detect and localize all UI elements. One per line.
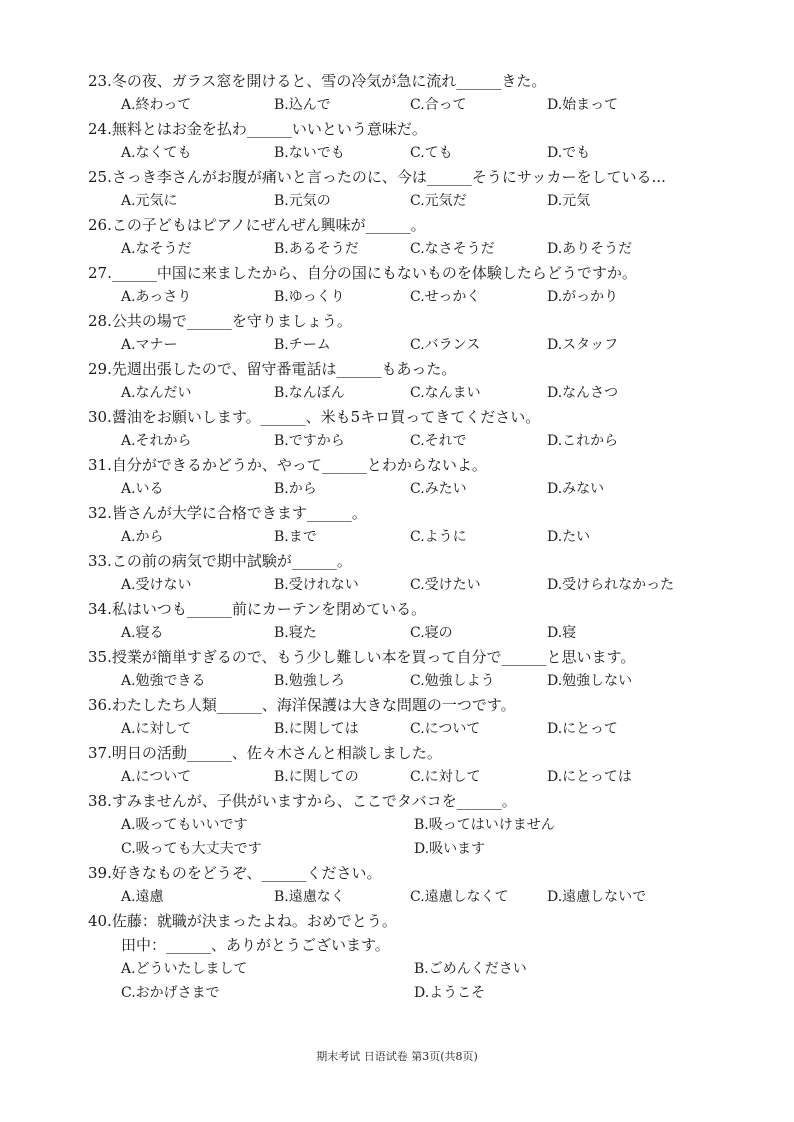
question-stem: 33.この前の病気で期中試験が______。	[88, 552, 352, 570]
question-block	[88, 261, 728, 309]
options-row	[88, 189, 728, 213]
answer-option: A.なそうだ	[121, 241, 192, 257]
answer-option: A.遠慮	[121, 889, 164, 905]
answer-option: A.終わって	[121, 97, 192, 113]
answer-option: D.吸います	[414, 841, 486, 857]
answer-option: A.から	[121, 529, 164, 545]
options-row	[88, 717, 728, 741]
answer-option: A.寝る	[121, 625, 164, 641]
answer-option: D.スタッフ	[547, 337, 619, 353]
question-block	[88, 357, 728, 405]
question-stem: 24.無料とはお金を払わ______いいという意味だ。	[88, 120, 427, 138]
answer-option: C.について	[410, 721, 481, 737]
options-row	[88, 813, 728, 837]
question-stem: 27.______中国に来ましたから、自分の国にもないものを体験したらどうですか。	[88, 264, 637, 282]
question-block	[88, 213, 728, 261]
answer-option: B.寝た	[274, 625, 317, 641]
answer-option: B.ゆっくり	[274, 289, 345, 305]
answer-option: C.ように	[410, 529, 467, 545]
question-block	[88, 789, 728, 861]
answer-option: C.合って	[410, 97, 467, 113]
question-stem: 36.わたしたち人類______、海洋保護は大きな問題の一つです。	[88, 696, 516, 714]
answer-option: A.あっさり	[121, 289, 192, 305]
options-row	[88, 381, 728, 405]
options-row	[88, 93, 728, 117]
question-list	[88, 69, 728, 1005]
answer-option: C.それで	[410, 433, 467, 449]
options-row	[88, 765, 728, 789]
answer-option: B.遠慮なく	[274, 889, 345, 905]
question-stem: 35.授業が簡単すぎるので、もう少し難しい本を買って自分で______と思います。	[88, 648, 636, 666]
page-footer: 期末考试 日语试卷 第3页(共8页)	[316, 1050, 478, 1063]
answer-option: D.たい	[547, 529, 591, 545]
answer-option: D.がっかり	[547, 289, 619, 305]
options-row	[88, 285, 728, 309]
answer-option: D.ようこそ	[414, 985, 486, 1001]
answer-option: C.せっかく	[410, 289, 481, 305]
options-row	[88, 885, 728, 909]
question-block	[88, 165, 728, 213]
answer-option: A.受けない	[121, 577, 192, 593]
answer-option: A.いる	[121, 481, 164, 497]
question-stem: 37.明日の活動______、佐々木さんと相談しました。	[88, 744, 442, 762]
question-stem: 32.皆さんが大学に合格できます______。	[88, 504, 367, 522]
question-stem: 39.好きなものをどうぞ、______ください。	[88, 864, 382, 882]
question-block	[88, 117, 728, 165]
answer-option: A.それから	[121, 433, 192, 449]
question-stem: 31.自分ができるかどうか、やって______とわからないよ。	[88, 456, 487, 474]
question-block	[88, 69, 728, 117]
answer-option: B.まで	[274, 529, 317, 545]
answer-option: D.元気	[547, 193, 591, 209]
answer-option: B.に関しての	[274, 769, 359, 785]
answer-option: C.みたい	[410, 481, 467, 497]
answer-option: D.寝	[547, 625, 577, 641]
question-stem: 29.先週出張したので、留守番電話は______もあった。	[88, 360, 457, 378]
answer-option: D.にとって	[547, 721, 618, 737]
answer-option: B.なんぼん	[274, 385, 345, 401]
options-row	[88, 669, 728, 693]
answer-option: B.込んで	[274, 97, 331, 113]
answer-option: D.受けられなかった	[547, 577, 675, 593]
question-stem: 25.さっき李さんがお腹が痛いと言ったのに、今は______そうにサッカーをしている...	[88, 168, 666, 186]
question-block	[88, 861, 728, 909]
answer-option: D.ありそうだ	[547, 241, 633, 257]
question-stem: 38.すみませんが、子供がいますから、ここでタバコを______。	[88, 792, 517, 810]
answer-option: B.に関しては	[274, 721, 359, 737]
answer-option: A.勉強できる	[121, 673, 206, 689]
answer-option: A.吸ってもいいです	[121, 817, 248, 833]
options-row	[88, 141, 728, 165]
question-stem: 26.この子どもはピアノにぜんぜん興味が______。	[88, 216, 426, 234]
question-stem: 40.佐藤：就職が決まったよね。おめでとう。	[88, 912, 397, 930]
options-row	[88, 477, 728, 501]
options-row	[88, 957, 728, 981]
answer-option: D.遠慮しないで	[547, 889, 647, 905]
question-block	[88, 405, 728, 453]
answer-option: C.バランス	[410, 337, 481, 353]
answer-option: C.に対して	[410, 769, 481, 785]
answer-option: C.なさそうだ	[410, 241, 495, 257]
answer-option: D.みない	[547, 481, 605, 497]
answer-option: A.なくても	[121, 145, 192, 161]
answer-option: B.ごめんください	[414, 961, 527, 977]
answer-option: C.遠慮しなくて	[410, 889, 509, 905]
answer-option: C.受けたい	[410, 577, 481, 593]
question-block	[88, 549, 728, 597]
answer-option: A.マナー	[121, 337, 178, 353]
answer-option: C.おかげさまで	[121, 985, 220, 1001]
options-row	[88, 333, 728, 357]
answer-option: A.に対して	[121, 721, 192, 737]
answer-option: C.元気だ	[410, 193, 467, 209]
question-stem: 28.公共の場で______を守りましょう。	[88, 312, 352, 330]
question-block	[88, 597, 728, 645]
options-row	[88, 429, 728, 453]
options-row	[88, 981, 728, 1005]
answer-option: D.これから	[547, 433, 619, 449]
answer-option: D.始まって	[547, 97, 619, 113]
answer-option: B.ないでも	[274, 145, 345, 161]
answer-option: B.受けれない	[274, 577, 359, 593]
answer-option: D.でも	[547, 145, 591, 161]
answer-option: A.どういたしまして	[121, 961, 248, 977]
answer-option: B.チーム	[274, 337, 331, 353]
question-stem: 23.冬の夜、ガラス窓を開けると、雪の冷気が急に流れ______きた。	[88, 72, 547, 90]
question-block	[88, 693, 728, 741]
answer-option: B.吸ってはいけません	[414, 817, 555, 833]
options-row	[88, 573, 728, 597]
answer-option: B.あるそうだ	[274, 241, 359, 257]
answer-option: B.元気の	[274, 193, 331, 209]
answer-option: B.ですから	[274, 433, 345, 449]
options-row	[88, 837, 728, 861]
question-block	[88, 645, 728, 693]
question-stem: 34.私はいつも______前にカーテンを閉めている。	[88, 600, 427, 618]
options-row	[88, 621, 728, 645]
answer-option: A.なんだい	[121, 385, 192, 401]
options-row	[88, 237, 728, 261]
answer-option: D.なんさつ	[547, 385, 619, 401]
answer-option: D.にとっては	[547, 769, 632, 785]
answer-option: D.勉強しない	[547, 673, 633, 689]
answer-option: B.勉強しろ	[274, 673, 345, 689]
question-block	[88, 309, 728, 357]
answer-option: A.について	[121, 769, 192, 785]
answer-option: B.から	[274, 481, 317, 497]
question-block	[88, 909, 728, 1005]
options-row	[88, 525, 728, 549]
answer-option: C.ても	[410, 145, 453, 161]
answer-option: C.寝の	[410, 625, 453, 641]
question-block	[88, 501, 728, 549]
answer-option: A.元気に	[121, 193, 178, 209]
question-dialog-line: 田中：______、ありがとうございます。	[121, 936, 390, 954]
question-stem: 30.醤油をお願いします。______、米も5キロ買ってきてください。	[88, 408, 541, 426]
question-block	[88, 453, 728, 501]
question-block	[88, 741, 728, 789]
answer-option: C.勉強しよう	[410, 673, 495, 689]
answer-option: C.吸っても大丈夫です	[121, 841, 262, 857]
answer-option: C.なんまい	[410, 385, 481, 401]
